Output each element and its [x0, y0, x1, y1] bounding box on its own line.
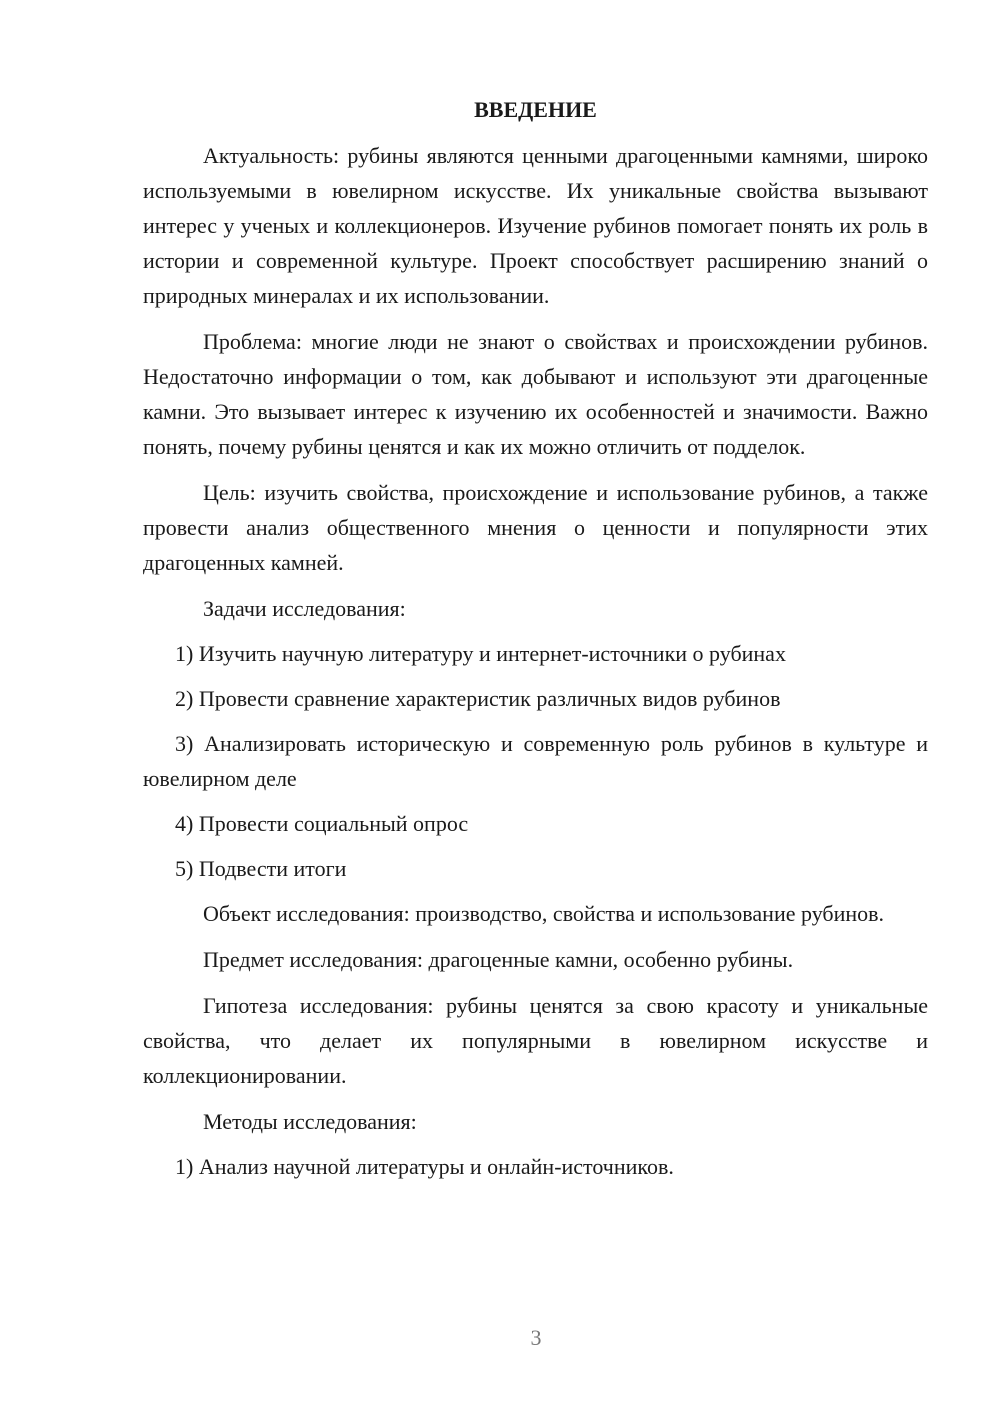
task-item-2: 2) Провести сравнение характеристик различных видов рубинов	[175, 686, 781, 711]
task-item-5: 5) Подвести итоги	[175, 856, 347, 881]
hypothesis-paragraph: Гипотеза исследования: рубины ценятся за свою красоту и уникальные свойства, что делает их популярными в ювелирном искусстве и коллекционировании.	[143, 993, 928, 1088]
task-item-3: 3) Анализировать историческую и современную роль рубинов в культуре и ювелирном деле	[143, 731, 928, 791]
methods-heading: Методы исследования:	[203, 1109, 417, 1134]
document-page	[143, 95, 928, 1194]
tasks-heading: Задачи исследования:	[203, 596, 406, 621]
page-title: ВВЕДЕНИЕ	[474, 97, 597, 122]
subject-paragraph: Предмет исследования: драгоценные камни, особенно рубины.	[203, 947, 794, 972]
task-item-4: 4) Провести социальный опрос	[175, 811, 469, 836]
problem-paragraph: Проблема: многие люди не знают о свойствах и происхождении рубинов. Недостаточно информации о том, как добывают и используют эти драгоценные камни. Это вызывает интерес к изучению их особенностей и значимости. Важно понять, почему рубины ценятся и как их можно отличить от подделок.	[143, 329, 928, 459]
relevance-paragraph: Актуальность: рубины являются ценными драгоценными камнями, широко используемыми в ювелирном искусстве. Их уникальные свойства вызывают интерес у ученых и коллекционеров. Изучение рубинов помогает понять их роль в истории и современной культуре. Проект способствует расширению знаний о природных минералах и их использовании.	[143, 143, 928, 308]
method-item-1: 1) Анализ научной литературы и онлайн-источников.	[175, 1154, 674, 1179]
page-number: 3	[530, 1325, 542, 1350]
goal-paragraph: Цель: изучить свойства, происхождение и использование рубинов, а также провести анализ общественного мнения о ценности и популярности этих драгоценных камней.	[143, 480, 928, 575]
object-paragraph: Объект исследования: производство, свойства и использование рубинов.	[203, 901, 885, 926]
task-item-1: 1) Изучить научную литературу и интернет-источники о рубинах	[175, 641, 786, 666]
